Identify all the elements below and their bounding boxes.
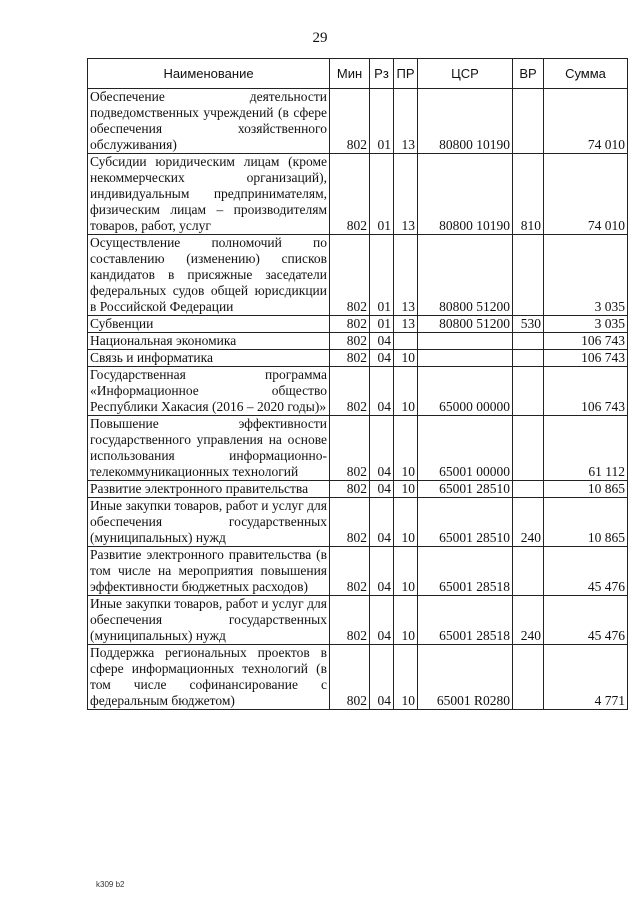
table-row xyxy=(88,333,628,350)
cell-pr: 10 xyxy=(394,481,418,498)
cell-name: Развитие электронного правительства xyxy=(88,481,330,498)
cell-min: 802 xyxy=(330,596,370,645)
cell-vr xyxy=(513,333,544,350)
cell-rz: 01 xyxy=(370,235,394,316)
cell-name: Поддержка региональных проектов в сфере информационных технологий (в том числе софинансирование с федеральным бюджетом) xyxy=(88,645,330,710)
table-row xyxy=(88,547,628,596)
cell-pr: 10 xyxy=(394,416,418,481)
table-row xyxy=(88,498,628,547)
cell-vr: 240 xyxy=(513,498,544,547)
cell-vr xyxy=(513,367,544,416)
cell-min: 802 xyxy=(330,547,370,596)
cell-name: Иные закупки товаров, работ и услуг для обеспечения государственных (муниципальных) нужд xyxy=(88,596,330,645)
cell-csr: 65001 00000 xyxy=(418,416,513,481)
header-pr: ПР xyxy=(394,59,418,89)
table-row xyxy=(88,154,628,235)
cell-pr: 10 xyxy=(394,645,418,710)
cell-pr: 10 xyxy=(394,350,418,367)
cell-vr xyxy=(513,645,544,710)
cell-pr: 10 xyxy=(394,596,418,645)
table-row xyxy=(88,367,628,416)
cell-sum: 45 476 xyxy=(544,547,628,596)
header-csr: ЦСР xyxy=(418,59,513,89)
cell-vr xyxy=(513,547,544,596)
cell-rz: 04 xyxy=(370,498,394,547)
cell-rz: 04 xyxy=(370,333,394,350)
cell-sum: 3 035 xyxy=(544,316,628,333)
cell-rz: 04 xyxy=(370,596,394,645)
cell-rz: 04 xyxy=(370,367,394,416)
cell-csr: 80800 51200 xyxy=(418,235,513,316)
cell-min: 802 xyxy=(330,645,370,710)
cell-pr: 13 xyxy=(394,154,418,235)
table-row xyxy=(88,350,628,367)
cell-csr xyxy=(418,350,513,367)
cell-csr: 80800 10190 xyxy=(418,154,513,235)
table-row xyxy=(88,89,628,154)
header-min: Мин xyxy=(330,59,370,89)
cell-vr xyxy=(513,235,544,316)
cell-min: 802 xyxy=(330,89,370,154)
table-row xyxy=(88,481,628,498)
table-row xyxy=(88,596,628,645)
header-name: Наименование xyxy=(88,59,330,89)
footer-code: k309 b2 xyxy=(96,880,125,889)
table-row xyxy=(88,645,628,710)
cell-vr xyxy=(513,350,544,367)
cell-csr: 65001 28518 xyxy=(418,547,513,596)
cell-rz: 04 xyxy=(370,645,394,710)
cell-name: Развитие электронного правительства (в том числе на мероприятия повышения эффективности бюджетных расходов) xyxy=(88,547,330,596)
cell-pr: 13 xyxy=(394,316,418,333)
cell-pr: 13 xyxy=(394,89,418,154)
cell-sum: 10 865 xyxy=(544,481,628,498)
cell-csr: 65001 28510 xyxy=(418,498,513,547)
cell-vr: 530 xyxy=(513,316,544,333)
cell-sum: 45 476 xyxy=(544,596,628,645)
cell-csr: 80800 10190 xyxy=(418,89,513,154)
cell-sum: 10 865 xyxy=(544,498,628,547)
cell-sum: 106 743 xyxy=(544,367,628,416)
cell-rz: 04 xyxy=(370,416,394,481)
cell-min: 802 xyxy=(330,154,370,235)
cell-vr xyxy=(513,89,544,154)
cell-rz: 04 xyxy=(370,547,394,596)
cell-name: Национальная экономика xyxy=(88,333,330,350)
cell-csr: 80800 51200 xyxy=(418,316,513,333)
cell-sum: 106 743 xyxy=(544,350,628,367)
cell-min: 802 xyxy=(330,416,370,481)
cell-min: 802 xyxy=(330,498,370,547)
cell-name: Обеспечение деятельности подведомственных учреждений (в сфере обеспечения хозяйственного обслуживания) xyxy=(88,89,330,154)
cell-min: 802 xyxy=(330,481,370,498)
cell-name: Иные закупки товаров, работ и услуг для обеспечения государственных (муниципальных) нужд xyxy=(88,498,330,547)
cell-name: Осуществление полномочий по составлению (изменению) списков кандидатов в присяжные заседатели федеральных судов общей юрисдикции в Российской Федерации xyxy=(88,235,330,316)
cell-csr: 65001 R0280 xyxy=(418,645,513,710)
cell-min: 802 xyxy=(330,333,370,350)
cell-vr: 810 xyxy=(513,154,544,235)
cell-name: Субсидии юридическим лицам (кроме некоммерческих организаций), индивидуальным предпринимателям, физическим лицам – производителям товаров, работ, услуг xyxy=(88,154,330,235)
header-vr: ВР xyxy=(513,59,544,89)
cell-vr xyxy=(513,416,544,481)
cell-sum: 4 771 xyxy=(544,645,628,710)
cell-sum: 74 010 xyxy=(544,89,628,154)
cell-csr: 65001 28510 xyxy=(418,481,513,498)
cell-min: 802 xyxy=(330,367,370,416)
header-rz: Рз xyxy=(370,59,394,89)
cell-rz: 01 xyxy=(370,154,394,235)
cell-pr: 10 xyxy=(394,547,418,596)
cell-sum: 106 743 xyxy=(544,333,628,350)
cell-sum: 3 035 xyxy=(544,235,628,316)
cell-pr: 13 xyxy=(394,235,418,316)
cell-csr xyxy=(418,333,513,350)
table-row xyxy=(88,235,628,316)
table-row xyxy=(88,316,628,333)
cell-rz: 04 xyxy=(370,481,394,498)
cell-name: Субвенции xyxy=(88,316,330,333)
cell-sum: 61 112 xyxy=(544,416,628,481)
cell-pr: 10 xyxy=(394,367,418,416)
cell-min: 802 xyxy=(330,350,370,367)
budget-table xyxy=(87,58,628,710)
cell-vr: 240 xyxy=(513,596,544,645)
cell-pr: 10 xyxy=(394,498,418,547)
cell-name: Связь и информатика xyxy=(88,350,330,367)
cell-name: Государственная программа «Информационное общество Республики Хакасия (2016 – 2020 годы)» xyxy=(88,367,330,416)
cell-pr xyxy=(394,333,418,350)
cell-vr xyxy=(513,481,544,498)
cell-min: 802 xyxy=(330,235,370,316)
cell-csr: 65000 00000 xyxy=(418,367,513,416)
header-sum: Сумма xyxy=(544,59,628,89)
cell-sum: 74 010 xyxy=(544,154,628,235)
cell-name: Повышение эффективности государственного управления на основе использования информационно-телекоммуникационных технологий xyxy=(88,416,330,481)
page-number: 29 xyxy=(312,30,328,46)
cell-rz: 01 xyxy=(370,316,394,333)
table-row xyxy=(88,416,628,481)
table-header-row xyxy=(88,59,628,89)
cell-rz: 04 xyxy=(370,350,394,367)
cell-csr: 65001 28518 xyxy=(418,596,513,645)
cell-min: 802 xyxy=(330,316,370,333)
cell-rz: 01 xyxy=(370,89,394,154)
